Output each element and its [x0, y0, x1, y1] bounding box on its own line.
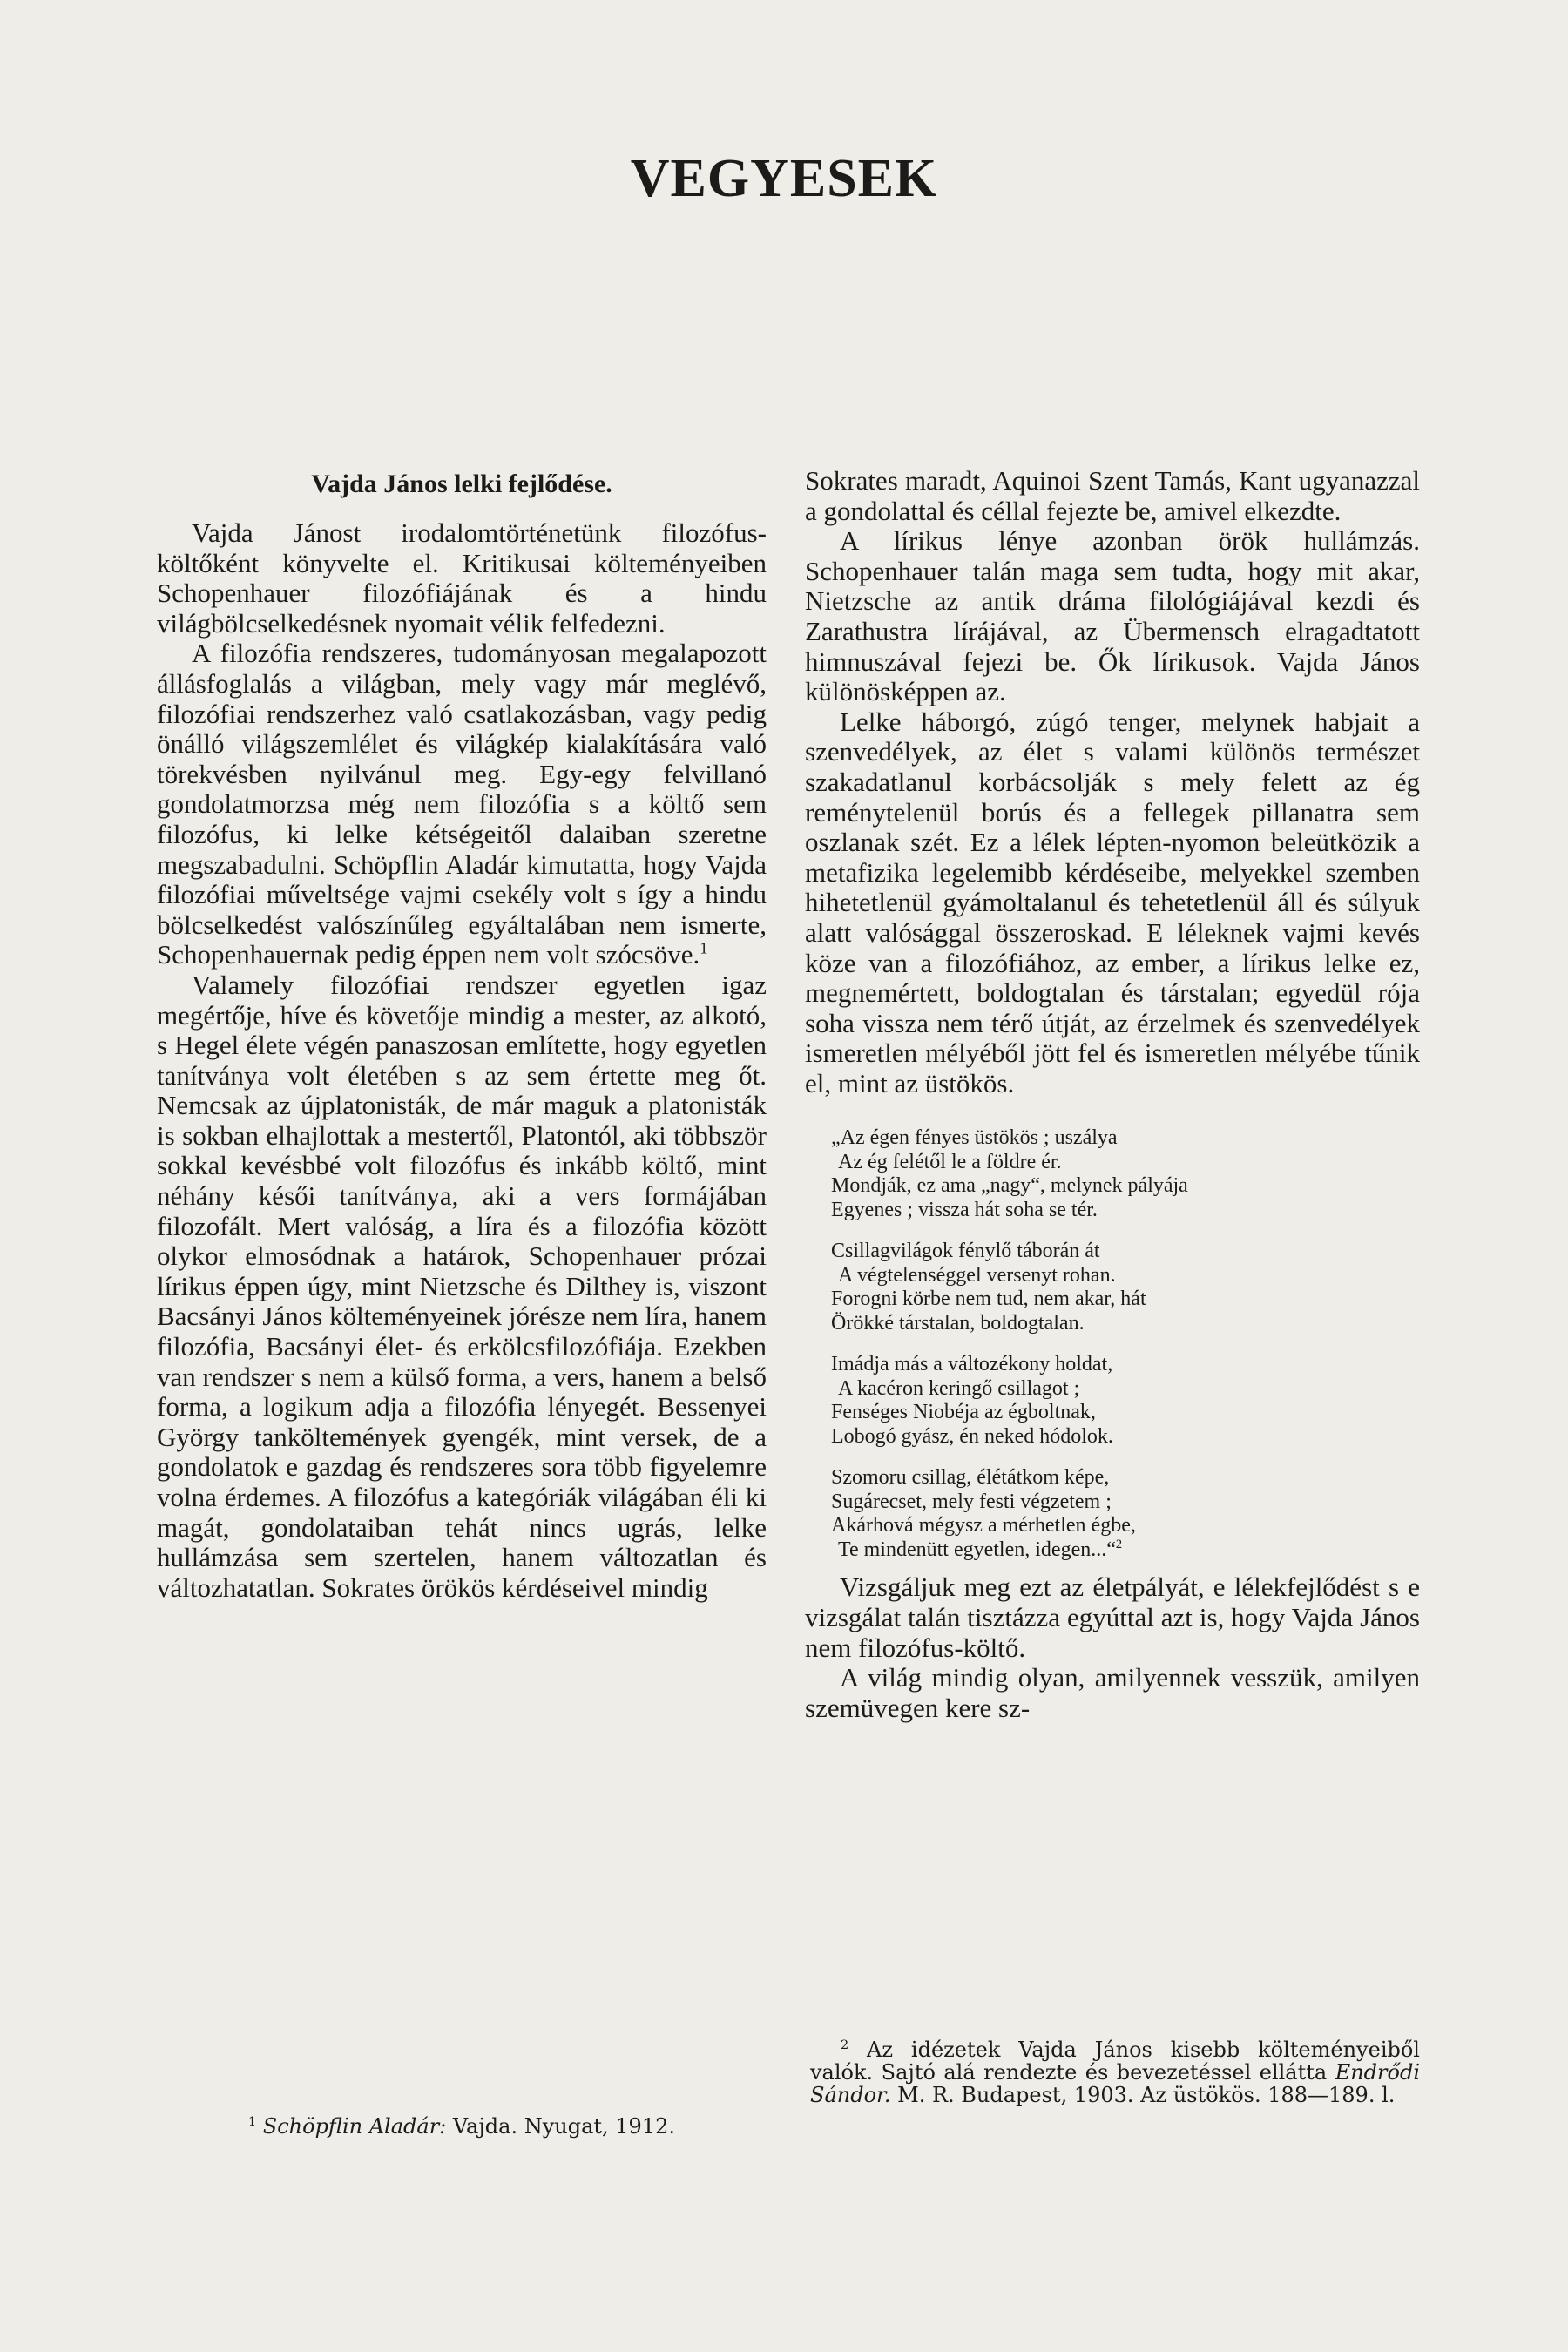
- paragraph: A lírikus lénye azonban örök hullámzás. Schopenhauer talán maga sem tudta, hogy mit akar, Nietzsche az antik dráma filológiájával kezdi és Zarathustra lírájával, az Übermensch elragadtatott himnuszával fejezi be. Ők lírikusok. Vajda János különösképpen az.: [805, 525, 1420, 707]
- footnote-ref[interactable]: 2: [1115, 1537, 1123, 1551]
- poem-line: Fenséges Niobéja az égboltnak,: [831, 1401, 1096, 1424]
- paragraph: Lelke háborgó, zúgó tenger, melynek habjait a szenvedélyek, az élet s valami különös természet szakadatlanul korbácsolják s mely felett az ég reménytelenül borús és a fellegek pillanatra sem oszlanak szét. Ez a lélek lépten-nyomon beleütközik a metafizika legelemibb kérdéseibe, melyekkel szemben hihetetlenül gyámoltalanul és tehetetlenül áll és súlyuk alatt valósággal összeroskad. E léleknek vajmi kevés köze van a filozófiához, az ember, a lírikus lelke ez, megnemértett, boldogtalan és társtalan; egyedül rója soha vissza nem térő útját, az érzelmek és szenvedélyek ismeretlen mélyéből jött fel és ismeretlen mélyébe tűnik el, mint az üstökös.: [805, 706, 1420, 1098]
- poem-line: A végtelenséggel versenyt rohan.: [838, 1263, 1116, 1287]
- paragraph: Vajda Jánost irodalomtörténetünk filozófus-költőként könyvelte el. Kritikusai költeményeiben Schopenhauer filozófiájának és a hindu világbölcselkedésnek nyomait vélik felfedezni.: [157, 517, 767, 639]
- poem-line: Szomoru csillag, élétátkom képe,: [831, 1466, 1110, 1490]
- poem-line: Akárhová mégysz a mérhetlen égbe,: [831, 1514, 1136, 1538]
- poem-line: Forogni körbe nem tud, nem akar, hát: [831, 1288, 1146, 1311]
- footnote-1: $^1$ Schöpflin Aladár: Vajda. Nyugat, 1912.: [247, 2114, 675, 2139]
- poem-line: Csillagvilágok fénylő táborán át: [831, 1240, 1100, 1263]
- paragraph: A világ mindig olyan, amilyennek vesszük, amilyen szemüvegen kere sz-: [805, 1662, 1420, 1723]
- left-column: [157, 466, 767, 1603]
- poem-line: A kacéron keringő csillagot ;: [838, 1376, 1080, 1400]
- poem-line: Örökké társtalan, boldogtalan.: [831, 1311, 1085, 1335]
- footnote-ref[interactable]: 1: [700, 939, 708, 958]
- poem-quote: [831, 1126, 1420, 1562]
- poem-stanza: [831, 1240, 1420, 1335]
- poem-line: Egyenes ; vissza hát soha se tér.: [831, 1198, 1098, 1221]
- poem-line: „Az égen fényes üstökös ; uszálya: [831, 1126, 1118, 1150]
- paragraph: Valamely filozófiai rendszer egyetlen igaz megértője, híve és követője mindig a mester, az alkotó, s Hegel élete végén panaszosan említette, hogy egyetlen tanítványa volt életében s az sem értette meg őt. Nemcsak az újplatonisták, de már maguk a platonisták is sokban elhajlottak a mestertől, Platontól, aki többször sokkal kevésbbé volt filozófus és inkább költő, mint néhány késői tanítványa, aki a vers formájában filozofált. Mert valóság, a líra és a filozófia között olykor elmosódnak a határok, Schopenhauer prózai lírikus éppen úgy, mint Nietzsche és Dilthey is, viszont Bacsányi János költeményeinek jórésze nem líra, hanem filozófia, Bacsányi élet- és erkölcsfilozófiája. Ezekben van rendszer s nem a külső forma, a vers, hanem a belső forma, a logikum adja a filozófia lényegét. Bessenyei György tanköltemények gyengék, mint versek, de a gondolatok e gazdag és rendszeres sora több figyelemre volna érdemes. A filozófus a kategóriák világában éli ki magát, gondolataiban tehát nincs ugrás, lelke hullámzása sem szertelen, hanem változatlan és változhatatlan. Sokrates örökös kérdéseivel mindig: [157, 969, 767, 1603]
- footnote-2: $^2$ Az idézetek Vajda János kisebb költeményeiből valók. Sajtó alá rendezte és bevezetéssel ellátta Endrődi Sándor. M. R. Budapest, 1903. Az üstökös. 188—189. l.: [810, 2038, 1420, 2107]
- poem-stanza: [831, 1466, 1420, 1562]
- paragraph: Sokrates maradt, Aquinoi Szent Tamás, Kant ugyanazzal a gondolattal és céllal fejezte be, amivel elkezdte.: [805, 465, 1420, 526]
- poem-stanza: [831, 1353, 1420, 1449]
- poem-line: Az ég felétől le a földre ér.: [838, 1150, 1062, 1173]
- poem-line: Mondják, ez ama „nagy“, melynek pályája: [831, 1174, 1188, 1198]
- poem-line: Lobogó gyász, én neked hódolok.: [831, 1424, 1113, 1448]
- poem-line: Te mindenütt egyetlen, idegen...“$^2$: [838, 1537, 1123, 1561]
- paragraph: A filozófia rendszeres, tudományosan megalapozott állásfoglalás a világban, mely vagy már meglévő, filozófiai rendszerhez való csatlakozásban, vagy pedig önálló világszemlélet és világkép kialakítására való törekvésben nyilvánul meg. Egy-egy felvillanó gondolatmorzsa még nem filozófia s a költő sem filozófus, ki lelke kétségeitől dalaiban szeretne megszabadulni. Schöpflin Aladár kimutatta, hogy Vajda filozófiai műveltsége vajmi csekély volt s így a hindu bölcselkedést valószínűleg egyáltalában nem ismerte, Schopenhauernak pedig éppen nem volt szócsöve.$^1$: [157, 638, 767, 970]
- article-heading: Vajda János lelki fejlődése.: [311, 470, 612, 498]
- poem-line: Sugárecset, mely festi végzetem ;: [831, 1490, 1112, 1513]
- paragraph: Vizsgáljuk meg ezt az életpályát, e lélekfejlődést s e vizsgálat talán tisztázza egyúttal azt is, hogy Vajda János nem filozófus-költő.: [805, 1571, 1420, 1663]
- poem-line: Imádja más a változékony holdat,: [831, 1353, 1113, 1376]
- page-title: VEGYESEK: [630, 149, 938, 208]
- poem-stanza: [831, 1126, 1420, 1222]
- right-column: [805, 466, 1420, 1723]
